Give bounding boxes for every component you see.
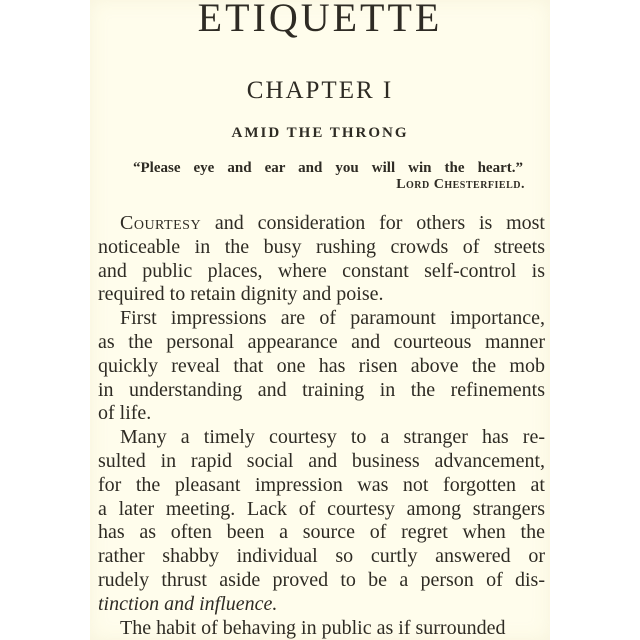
- body-line: quickly reveal that one has risen above the mob: [98, 354, 545, 377]
- body-line: sulted in rapid social and business advancement,: [98, 449, 545, 472]
- chapter-heading: CHAPTER I: [246, 77, 394, 104]
- epigraph-attribution: [90, 176, 525, 193]
- body-line: and public places, where constant self-control is: [98, 259, 545, 282]
- book-page: [90, 0, 550, 640]
- body-line: as the personal appearance and courteous manner: [98, 330, 545, 353]
- body-text: [98, 212, 545, 640]
- epigraph-quote: “Please eye and ear and you will win the heart.”: [133, 160, 523, 176]
- body-line: for the pleasant impression was not forgotten at: [98, 473, 545, 496]
- body-line: rudely thrust aside proved to be a person of dis-: [98, 568, 545, 591]
- epigraph-attribution-name: Lord Chesterfield.: [396, 177, 525, 192]
- lead-word: Courtesy: [120, 212, 202, 234]
- body-line: a later meeting. Lack of courtesy among strangers: [98, 497, 545, 520]
- body-line: noticeable in the busy rushing crowds of streets: [98, 235, 545, 258]
- page-title: ETIQUETTE: [197, 0, 443, 40]
- body-line: Courtesy and consideration for others is most: [120, 212, 545, 234]
- body-line: tinction and influence.: [98, 592, 278, 615]
- body-line: First impressions are of paramount importance,: [120, 307, 545, 330]
- body-line: in understanding and training in the refinements: [98, 378, 545, 401]
- body-line: rather shabby individual so curtly answered or: [98, 545, 545, 568]
- body-line: required to retain dignity and poise.: [98, 283, 384, 306]
- body-line: The habit of behaving in public as if surrounded: [120, 616, 506, 639]
- body-line: has as often been a source of regret when the: [98, 521, 545, 544]
- section-heading: AMID THE THRONG: [231, 125, 409, 141]
- body-line: of life.: [98, 402, 152, 425]
- body-line: Many a timely courtesy to a stranger has re-: [120, 426, 545, 449]
